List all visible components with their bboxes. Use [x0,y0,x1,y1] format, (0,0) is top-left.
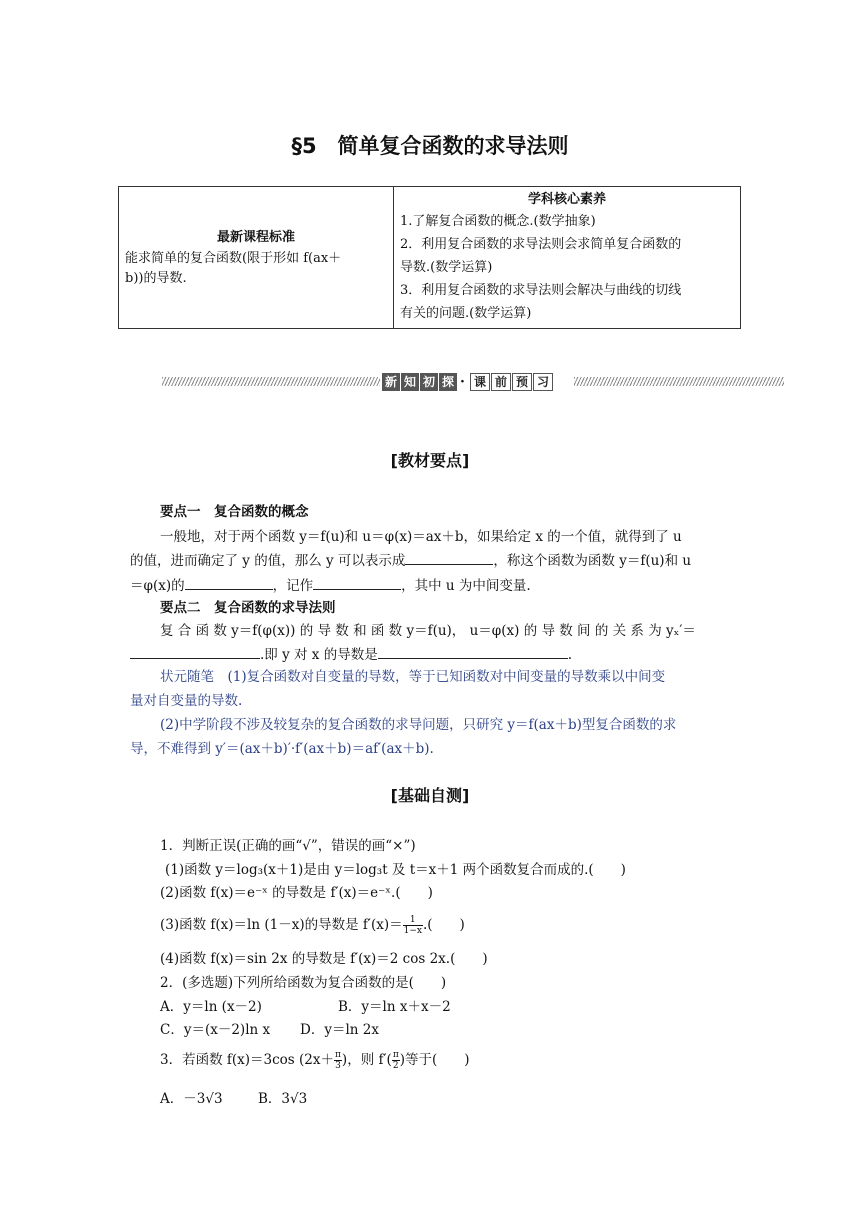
standards-right-item: 有关的问题.(数学运算) [400,306,532,321]
fraction-numerator: π [335,1050,341,1060]
question-1: 1．判断正误(正确的画“√”，错误的画“×”) [160,838,416,854]
option-c: C．y＝(x－2)ln x [160,1022,271,1038]
option-d: D．y＝ln 2x [300,1022,379,1038]
standards-left-heading: 最新课程标准 [216,230,295,245]
standards-left-line: 能求简单的复合函数(限于形如 f(ax＋ [125,251,342,266]
banner-badge-preview [470,372,554,392]
text-span: . [567,647,572,663]
question-3 [160,1048,470,1071]
standards-left-line: b))的导数. [125,271,187,286]
fraction-denominator: 2 [392,1061,399,1071]
banner-char: 课 [470,373,490,391]
option-b: B．3√3 [258,1091,308,1107]
option-a: A．y＝ln (x－2) [160,999,262,1015]
text-span: ，称这个函数为函数 y＝f(u)和 u [493,553,692,569]
text-span: )等于( ) [399,1052,470,1068]
banner-char: 初 [420,373,438,391]
text-span: )，则 f′( [341,1052,392,1068]
paragraph-line [130,549,691,569]
section-heading-self-test: [基础自测] [390,786,470,805]
fraction-denominator: 1−x [403,926,422,936]
paragraph-line: 一般地，对于两个函数 y＝f(u)和 u＝φ(x)＝ax＋b，如果给定 x 的一个值，就得到了 u [160,529,682,545]
standards-left-cell [119,187,394,329]
fraction [392,1050,400,1071]
banner-char: 预 [512,373,532,391]
standards-right-item: 1.了解复合函数的概念.(数学抽象) [400,214,596,229]
paragraph-line: 复 合 函 数 y＝f(φ(x)) 的 导 数 和 函 数 y＝f(u)， u＝φ(x) 的 导 数 间 的 关 系 为 yₓ′＝ [160,623,696,639]
fill-blank [185,577,273,590]
text-span: ＝φ(x)的 [130,578,185,594]
fraction [403,915,423,936]
standards-right-item: 3．利用复合函数的求导法则会解决与曲线的切线 [400,283,682,298]
fraction-numerator: π [392,1050,399,1060]
paragraph-line [130,643,572,663]
banner-badge-new-knowledge [382,372,458,392]
fill-blank [405,552,493,565]
standards-right-cell [394,187,741,329]
point1-title: 要点一 复合函数的概念 [160,504,309,520]
text-span: .( ) [422,917,465,933]
banner-char: 探 [439,373,457,391]
fraction [334,1050,342,1071]
text-span: 的值，进而确定了 y 的值，那么 y 可以表示成 [130,553,406,569]
tip-note-line: 量对自变量的导数. [130,693,243,709]
text-span: ，记作 [272,578,314,594]
paragraph-line [130,574,531,594]
text-span: 3．若函数 f(x)＝3cos (2x＋ [160,1052,334,1068]
standards-right-item: 导数.(数学运算) [400,260,493,275]
question-1-item: (4)函数 f(x)＝sin 2x 的导数是 f′(x)＝2 cos 2x.( ) [160,951,488,967]
question-2: 2．(多选题)下列所给函数为复合函数的是( ) [160,975,447,991]
fraction-denominator: 3 [335,1061,341,1071]
banner-hatch-left [162,377,380,386]
tip-note-line: 状元随笔 (1)复合函数对自变量的导数，等于已知函数对中间变量的导数乘以中间变 [160,669,666,685]
question-1-item: (2)函数 f(x)＝e⁻ˣ 的导数是 f′(x)＝e⁻ˣ.( ) [160,885,433,901]
option-a: A．－3√3 [160,1091,223,1107]
text-span: .即 y 对 x 的导数是 [260,647,378,663]
standards-right-item: 2．利用复合函数的求导法则会求简单复合函数的 [400,237,682,252]
question-1-item: (1)函数 y＝log₃(x＋1)是由 y＝log₃t 及 t＝x＋1 两个函数复合而成的.( ) [165,862,626,878]
fill-blank [313,577,401,590]
banner-char: 新 [382,373,400,391]
banner-hatch-right [574,377,784,386]
fill-blank [378,646,568,659]
question-1-item [160,913,465,936]
section-banner [162,372,784,392]
point2-title: 要点二 复合函数的求导法则 [160,600,336,616]
page-title: §5 简单复合函数的求导法则 [291,134,569,158]
standards-right-heading: 学科核心素养 [527,192,606,207]
text-span: ，其中 u 为中间变量. [401,578,531,594]
tip-note-line: 导，不难得到 y′＝(ax＋b)′·f′(ax＋b)＝af′(ax＋b). [130,741,434,757]
banner-char: 前 [491,373,511,391]
curriculum-standards-table [118,186,741,329]
section-heading-key-points: [教材要点] [390,451,470,470]
banner-char: 习 [533,373,553,391]
text-span: (3)函数 f(x)＝ln (1－x)的导数是 f′(x)＝ [160,917,403,933]
banner-char: 知 [401,373,419,391]
tip-note-line: (2)中学阶段不涉及较复杂的复合函数的求导问题，只研究 y＝f(ax＋b)型复合函数的求 [160,717,677,733]
fill-blank [130,646,260,659]
fraction-numerator: 1 [403,915,423,926]
banner-separator: · [460,374,465,390]
option-b: B．y＝ln x＋x－2 [338,999,451,1015]
